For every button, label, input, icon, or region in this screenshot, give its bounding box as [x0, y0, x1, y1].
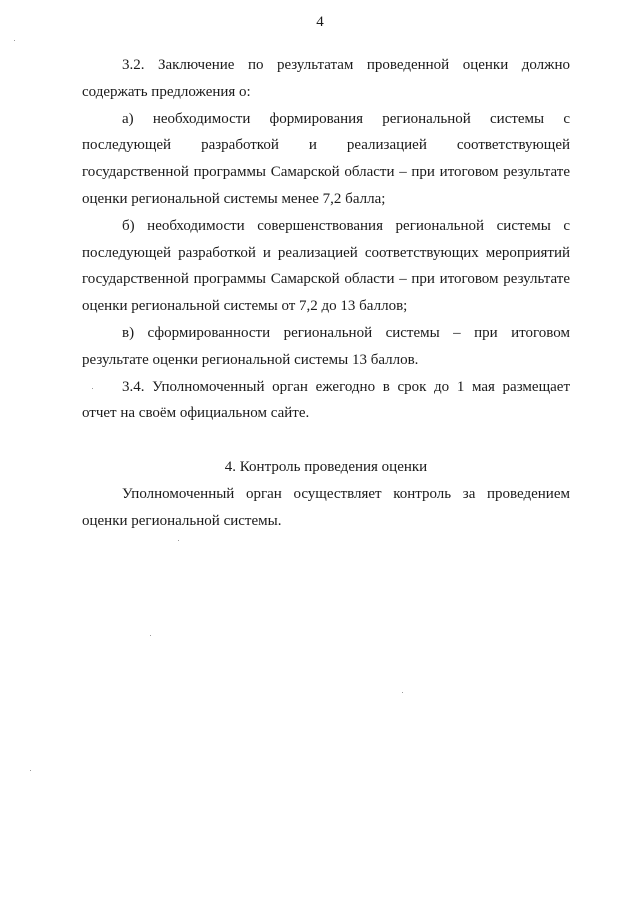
- paragraph-3-4: 3.4. Уполномоченный орган ежегодно в срок до 1 мая размещает отчет на своём официальном сайте.: [82, 378, 570, 422]
- paragraph-item-b: б) необходимости совершенствования региональной системы с последующей разработкой и реализацией соответствующих мероприятий государственной программы Самарской области – при итоговом результате оценки региональной системы от 7,2 до 13 баллов;: [82, 217, 570, 315]
- scan-speck: [92, 388, 93, 389]
- paragraph-item-v: в) сформированности региональной системы – при итоговом результате оценки региональной системы 13 баллов.: [82, 324, 570, 368]
- scan-speck: [178, 540, 179, 541]
- paragraph-3-2: 3.2. Заключение по результатам проведенной оценки должно содержать предложения о:: [82, 57, 570, 100]
- paragraph-item-a: а) необходимости формирования региональной системы с последующей разработкой и реализацией соответствующей государственной программы Самарской области – при итоговом результате оценки региональной системы менее 7,2 балла;: [82, 110, 570, 207]
- section-heading: 4. Контроль проведения оценки: [224, 459, 428, 476]
- scan-speck: [150, 635, 151, 636]
- section-paragraph: Уполномоченный орган осуществляет контроль за проведением оценки региональной системы.: [82, 485, 570, 529]
- page-content: [82, 52, 570, 535]
- scan-speck: [30, 770, 31, 771]
- page-number: 4: [316, 14, 324, 30]
- scan-speck: [402, 692, 403, 693]
- scan-speck: [14, 40, 15, 41]
